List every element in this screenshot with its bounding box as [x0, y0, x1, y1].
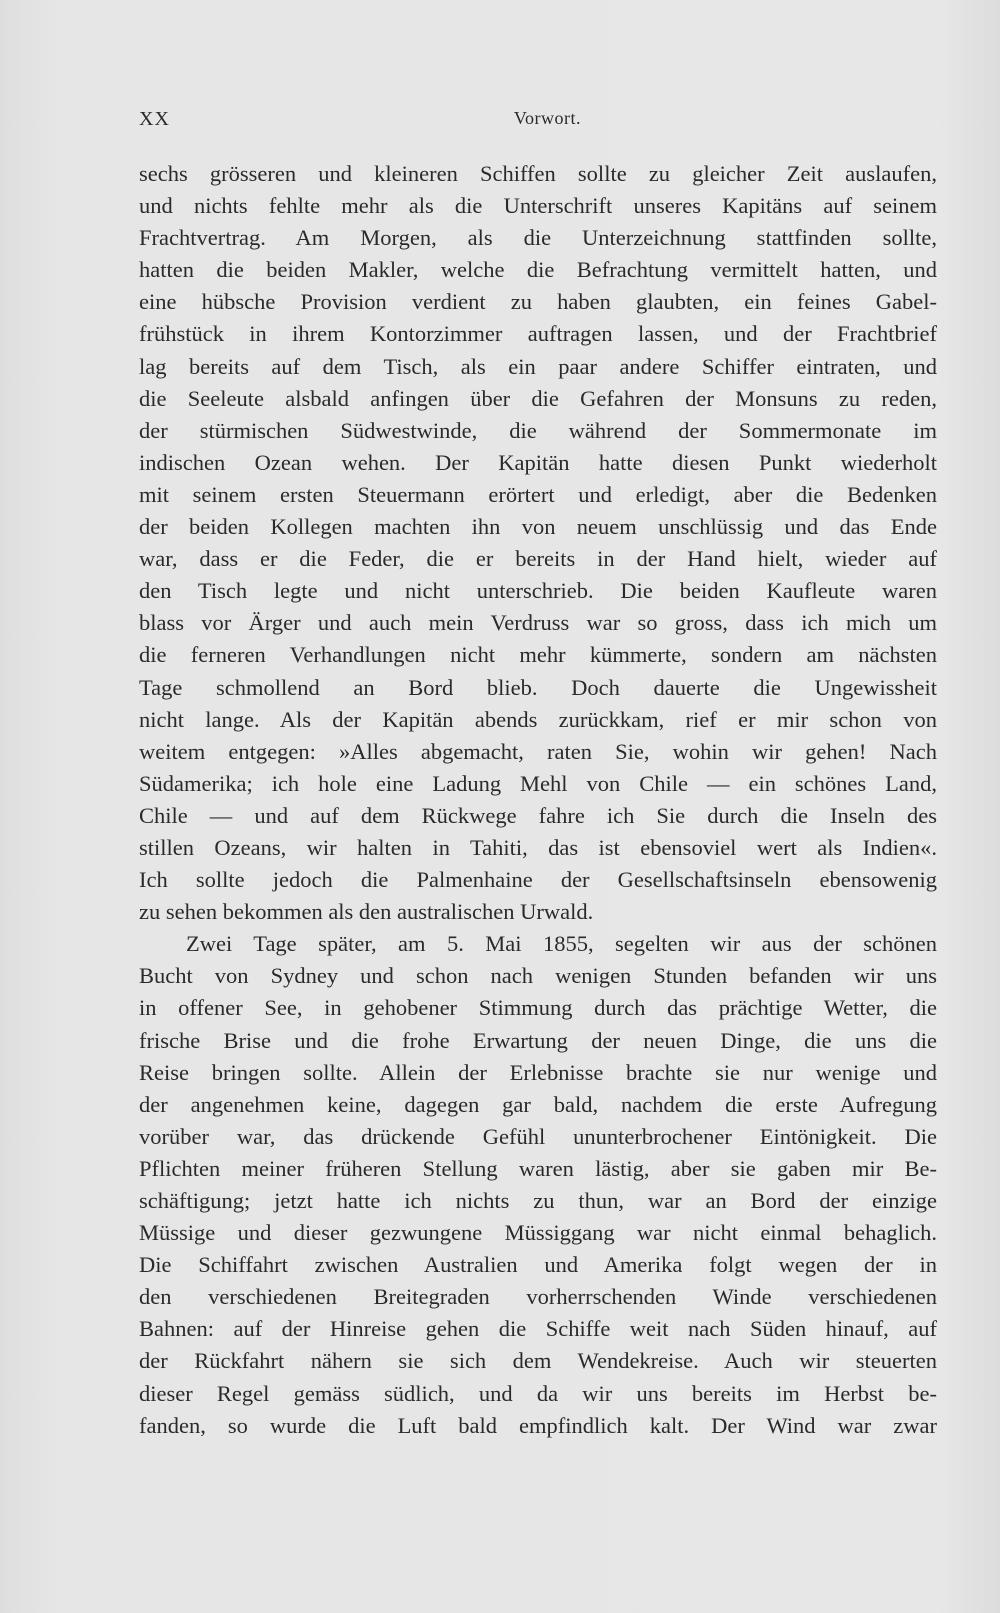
text-line: die Seeleute alsbald anfingen über die Gefahren der Monsuns zu reden, — [139, 385, 937, 411]
text-line: die ferneren Verhandlungen nicht mehr kümmerte, sondern am nächsten — [139, 642, 937, 668]
text-line: lag bereits auf dem Tisch, als ein paar andere Schiffer eintraten, und — [139, 353, 937, 379]
text-line: frische Brise und die frohe Erwartung der neuen Dinge, die uns die — [139, 1027, 937, 1053]
text-line: Südamerika; ich hole eine Ladung Mehl von Chile — ein schönes Land, — [139, 770, 937, 796]
text-line: hatten die beiden Makler, welche die Befrachtung vermittelt hatten, und — [139, 257, 937, 283]
text-line: Pflichten meiner früheren Stellung waren lästig, aber sie gaben mir Be- — [139, 1155, 937, 1181]
text-line: der angenehmen keine, dagegen gar bald, nachdem die erste Aufregung — [139, 1091, 937, 1117]
text-line: der beiden Kollegen machten ihn von neuem unschlüssig und das Ende — [139, 514, 937, 540]
text-line: Die Schiffahrt zwischen Australien und Amerika folgt wegen der in — [139, 1252, 937, 1278]
text-line: vorüber war, das drückende Gefühl ununterbrochener Eintönigkeit. Die — [139, 1123, 937, 1149]
text-line: indischen Ozean wehen. Der Kapitän hatte diesen Punkt wiederholt — [139, 449, 937, 475]
text-line: Frachtvertrag. Am Morgen, als die Unterzeichnung stattfinden sollte, — [139, 225, 937, 251]
text-line: war, dass er die Feder, die er bereits in der Hand hielt, wieder auf — [139, 546, 937, 572]
text-line: Zwei Tage später, am 5. Mai 1855, segelten wir aus der schönen — [186, 931, 937, 957]
text-line: den Tisch legte und nicht unterschrieb. Die beiden Kaufleute waren — [139, 578, 937, 604]
text-line: Tage schmollend an Bord blieb. Doch dauerte die Ungewissheit — [139, 674, 937, 700]
text-line: dieser Regel gemäss südlich, und da wir uns bereits im Herbst be- — [139, 1380, 937, 1406]
text-line: den verschiedenen Breitegraden vorherrschenden Winde verschiedenen — [139, 1284, 937, 1310]
text-line: eine hübsche Provision verdient zu haben glaubten, ein feines Gabel- — [139, 289, 937, 315]
text-line: der stürmischen Südwestwinde, die während der Sommermonate im — [139, 417, 937, 443]
text-line: weitem entgegen: »Alles abgemacht, raten Sie, wohin wir gehen! Nach — [139, 738, 937, 764]
paragraph — [139, 928, 937, 1442]
text-line: Müssige und dieser gezwungene Müssiggang war nicht einmal behaglich. — [139, 1220, 937, 1246]
text-line: sechs grösseren und kleineren Schiffen sollte zu gleicher Zeit auslaufen, — [139, 161, 937, 186]
text-line: frühstück in ihrem Kontorzimmer auftragen lassen, und der Frachtbrief — [139, 321, 937, 347]
text-line: nicht lange. Als der Kapitän abends zurückkam, rief er mir schon von — [139, 706, 937, 732]
text-line: blass vor Ärger und auch mein Verdruss war so gross, dass ich mich um — [139, 610, 937, 636]
text-line: Reise bringen sollte. Allein der Erlebnisse brachte sie nur wenige und — [139, 1059, 937, 1085]
text-line: Ich sollte jedoch die Palmenhaine der Gesellschaftsinseln ebensowenig — [139, 867, 937, 893]
body-text — [139, 158, 937, 1442]
text-line: in offener See, in gehobener Stimmung durch das prächtige Wetter, die — [139, 995, 937, 1021]
text-line: schäftigung; jetzt hatte ich nichts zu thun, war an Bord der einzige — [139, 1188, 937, 1213]
text-line: fanden, so wurde die Luft bald empfindlich kalt. Der Wind war zwar — [139, 1412, 937, 1438]
paragraph — [139, 158, 937, 928]
text-line: Bahnen: auf der Hinreise gehen die Schiffe weit nach Süden hinauf, auf — [139, 1316, 937, 1342]
text-line: Bucht von Sydney und schon nach wenigen Stunden befanden wir uns — [139, 963, 937, 989]
text-line: mit seinem ersten Steuermann erörtert und erledigt, aber die Bedenken — [139, 481, 937, 507]
page-number: XX — [139, 108, 170, 130]
text-line: der Rückfahrt nähern sie sich dem Wendekreise. Auch wir steuerten — [139, 1348, 937, 1374]
text-line: Chile — und auf dem Rückwege fahre ich Sie durch die Inseln des — [139, 802, 937, 828]
text-line: und nichts fehlte mehr als die Unterschrift unseres Kapitäns auf seinem — [139, 193, 937, 219]
text-line: zu sehen bekommen als den australischen Urwald. — [139, 899, 594, 925]
page-header — [139, 108, 581, 136]
running-title: Vorwort. — [513, 108, 581, 128]
text-line: stillen Ozeans, wir halten in Tahiti, das ist ebensoviel wert als Indien«. — [139, 834, 937, 860]
